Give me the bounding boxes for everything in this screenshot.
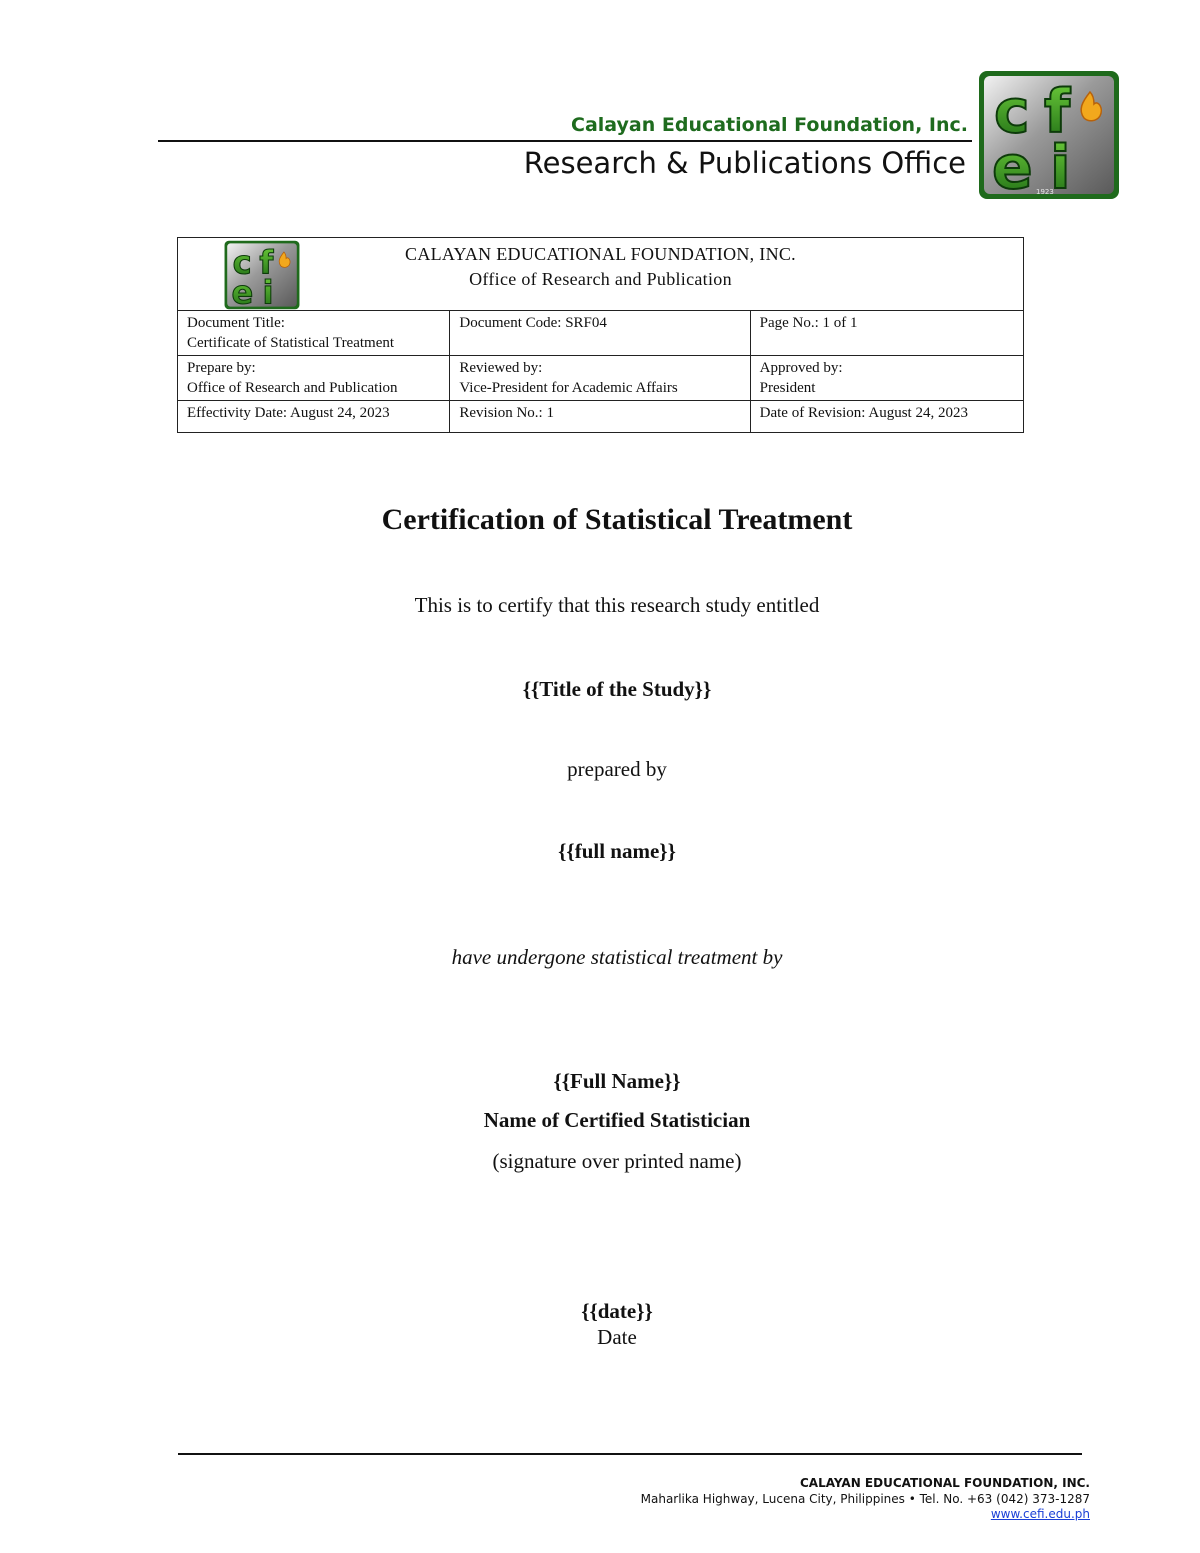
statistician-name-placeholder: {{Full Name}} [553, 1069, 681, 1093]
prepared-by-value: Office of Research and Publication [187, 380, 398, 396]
svg-text:c: c [994, 77, 1030, 147]
revision-date-cell [750, 401, 1023, 433]
approved-by-value: President [759, 380, 816, 396]
letterhead-rule [158, 140, 972, 142]
svg-text:e: e [992, 133, 1033, 200]
study-title-placeholder: {{Title of the Study}} [522, 677, 712, 701]
document-control-table [177, 237, 1024, 433]
svg-text:f: f [259, 243, 274, 282]
svg-text:i: i [262, 273, 274, 310]
page-number-cell [750, 311, 1023, 356]
document-title-cell [178, 311, 450, 356]
letterhead-organization: Calayan Educational Foundation, Inc. [571, 114, 968, 136]
table-header-cell [178, 238, 1024, 311]
revision-date: Date of Revision: August 24, 2023 [759, 405, 968, 421]
svg-text:f: f [1044, 77, 1071, 147]
footer-address: Maharlika Highway, Lucena City, Philippines • Tel. No. +63 (042) 373-1287 [640, 1492, 1090, 1506]
svg-text:i: i [1050, 133, 1071, 200]
document-code: Document Code: SRF04 [459, 315, 607, 331]
svg-text:1923: 1923 [1036, 188, 1054, 196]
page-number: Page No.: 1 of 1 [759, 315, 858, 331]
certificate-title: Certification of Statistical Treatment [381, 503, 853, 536]
date-placeholder: {{date}} [581, 1299, 653, 1323]
table-cefi-logo [224, 240, 300, 310]
prepared-by-label: Prepare by: [187, 360, 256, 376]
treatment-statement: have undergone statistical treatment by [451, 945, 783, 969]
footer-rule [178, 1453, 1082, 1455]
table-header-organization: CALAYAN EDUCATIONAL FOUNDATION, INC. [405, 244, 796, 264]
svg-text:c: c [232, 243, 252, 282]
reviewed-by-label: Reviewed by: [459, 360, 543, 376]
author-name-placeholder: {{full name}} [558, 839, 676, 863]
cefi-logo [978, 70, 1120, 200]
reviewed-by-value: Vice-President for Academic Affairs [459, 380, 678, 396]
statistician-role: Name of Certified Statistician [483, 1108, 751, 1132]
approved-by-label: Approved by: [759, 360, 843, 376]
prepared-by-text: prepared by [567, 757, 667, 781]
date-label: Date [597, 1325, 637, 1349]
approved-by-cell [750, 356, 1023, 401]
letterhead-office: Research & Publications Office [523, 146, 966, 180]
footer-organization: CALAYAN EDUCATIONAL FOUNDATION, INC. [799, 1476, 1090, 1490]
certificate-intro: This is to certify that this research study entitled [414, 593, 820, 617]
prepared-by-cell [178, 356, 450, 401]
footer-website-link[interactable]: www.cefi.edu.ph [990, 1507, 1090, 1521]
reviewed-by-cell [450, 356, 750, 401]
document-code-cell [450, 311, 750, 356]
effectivity-date: Effectivity Date: August 24, 2023 [187, 405, 390, 421]
effectivity-date-cell [178, 401, 450, 433]
revision-number: Revision No.: 1 [459, 405, 554, 421]
document-title-label: Document Title: [187, 315, 285, 331]
revision-number-cell [450, 401, 750, 433]
svg-text:e: e [231, 273, 254, 310]
table-header-office: Office of Research and Publication [469, 269, 732, 289]
document-title-value: Certificate of Statistical Treatment [187, 335, 395, 351]
signature-note: (signature over printed name) [492, 1149, 742, 1173]
